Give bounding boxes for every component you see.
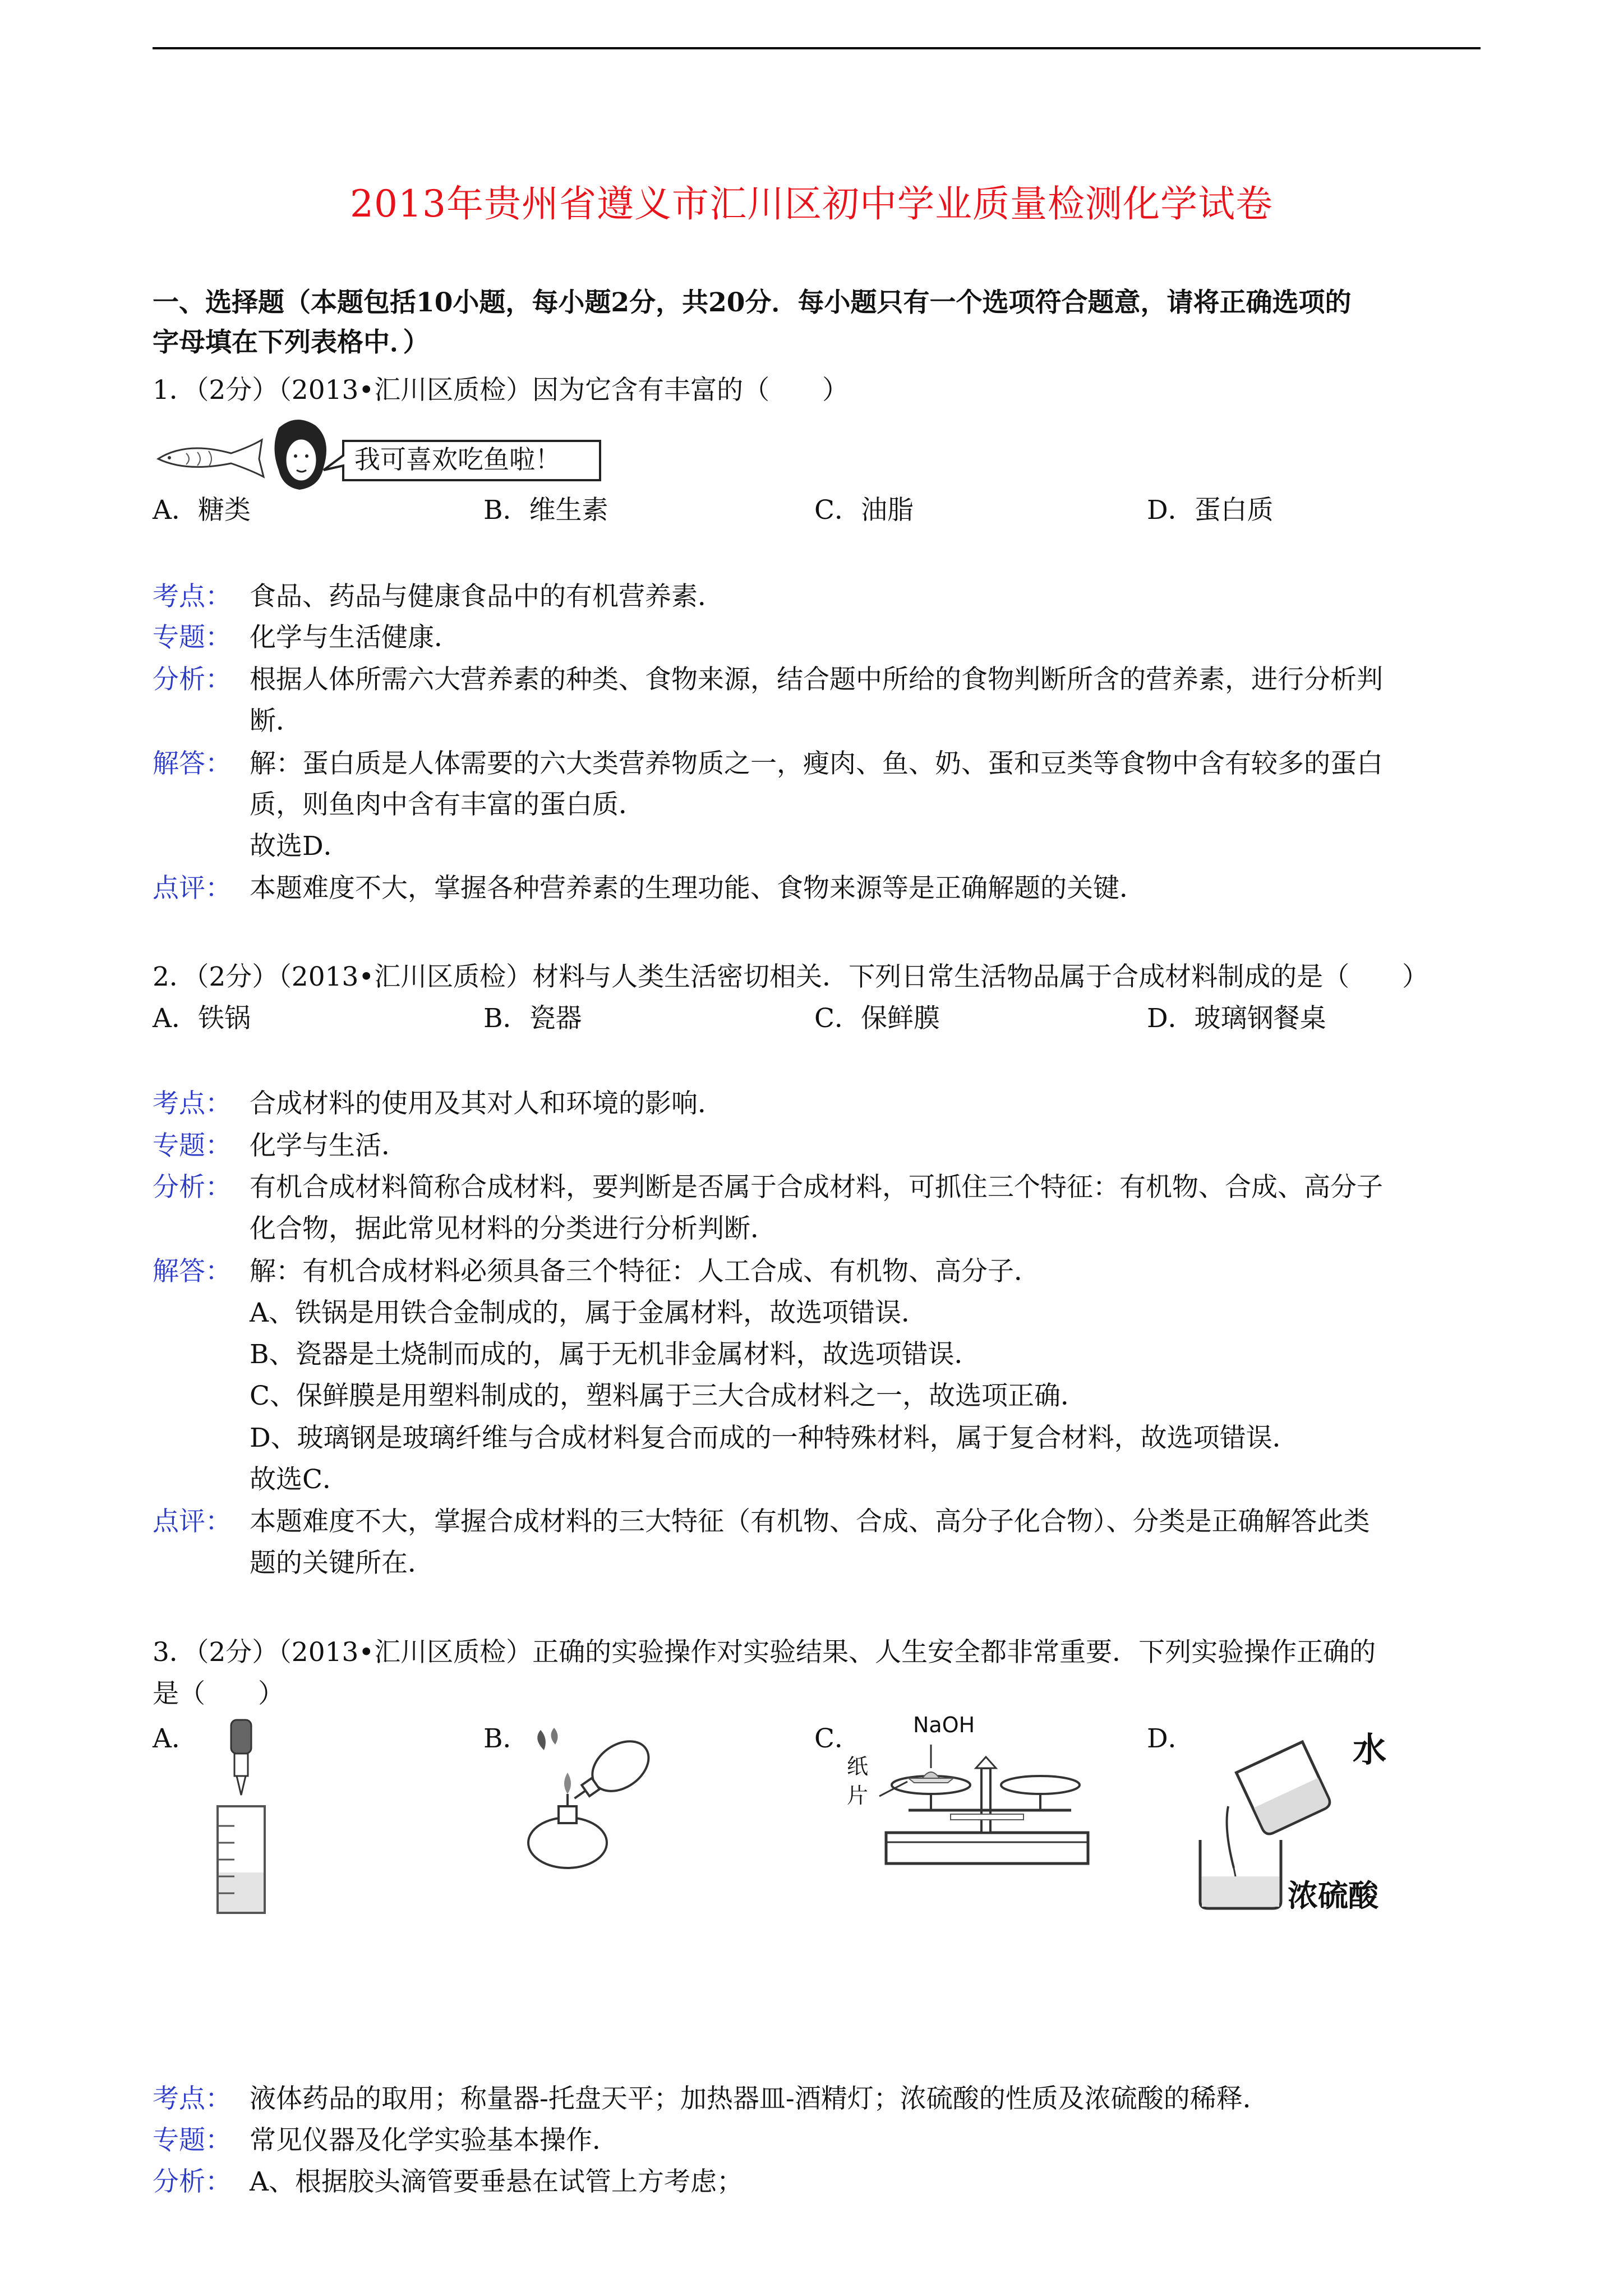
q2-fenxi-label: 分析： — [153, 1172, 232, 1203]
q2-jieda-line1: 解：有机合成材料必须具备三个特征：人工合成、有机物、高分子． — [250, 1256, 1040, 1287]
q1-option-b: B．维生素 — [483, 495, 608, 526]
q3-stem-line2: 是（ ） — [153, 1678, 284, 1709]
q3-option-c: C． — [814, 1723, 861, 1754]
q3-option-d: D． — [1147, 1723, 1195, 1754]
q3-fig-c-balance — [847, 1712, 1105, 1880]
q1-dianping-label: 点评： — [153, 873, 232, 904]
q3-fig-a-dropper-cylinder — [208, 1717, 275, 1918]
q2-dianping-line1: 本题难度不大，掌握合成材料的三大特征（有机物、合成、高分子化合物）、分类是正确解答此类 — [250, 1506, 1370, 1537]
q3-fenxi-label: 分析： — [153, 2166, 232, 2197]
q1-stem: 1．（2分）（2013•汇川区质检）因为它含有丰富的（ ） — [153, 375, 849, 406]
q2-jieda-line5: D、玻璃钢是玻璃纤维与合成材料复合而成的一种特殊材料，属于复合材料，故选项错误． — [250, 1423, 1299, 1453]
q2-stem: 2．（2分）（2013•汇川区质检）材料与人类生活密切相关．下列日常生活物品属于合成材料制成的是（ ） — [153, 961, 1429, 992]
q3-kaodian-label: 考点： — [153, 2083, 232, 2114]
q1-jieda-line1: 解：蛋白质是人体需要的六大类营养物质之一，瘦肉、鱼、奶、蛋和豆类等食物中含有较多的蛋白 — [250, 748, 1383, 779]
q1-kaodian-label: 考点： — [153, 581, 232, 612]
q1-fenxi-line2: 断． — [250, 706, 302, 737]
q1-option-d: D．蛋白质 — [1147, 495, 1274, 526]
q3-fenxi: A、根据胶头滴管要垂悬在试管上方考虑； — [250, 2166, 743, 2197]
q1-dianping: 本题难度不大，掌握各种营养素的生理功能、食物来源等是正确解题的关键． — [250, 873, 1146, 904]
q3-stem-line1: 3．（2分）（2013•汇川区质检）正确的实验操作对实验结果、人生安全都非常重要．下列实验操作正确的 — [153, 1637, 1376, 1668]
q3-zhuanti: 常见仪器及化学实验基本操作． — [250, 2125, 619, 2156]
q1-fenxi-label: 分析： — [153, 664, 232, 695]
q3-zhuanti-label: 专题： — [153, 2125, 232, 2156]
q2-zhuanti: 化学与生活． — [250, 1130, 408, 1161]
q3-fig-d-acid-label: 浓硫酸 — [1288, 1878, 1378, 1913]
q2-zhuanti-label: 专题： — [153, 1130, 232, 1161]
q1-zhuanti-label: 专题： — [153, 622, 232, 653]
q2-dianping-line2: 题的关键所在． — [250, 1548, 434, 1579]
q1-option-a: A．糖类 — [153, 495, 251, 526]
q2-option-c: C．保鲜膜 — [814, 1003, 940, 1034]
q1-fish-girl-image — [153, 414, 612, 498]
q2-fenxi-line1: 有机合成材料简称合成材料，要判断是否属于合成材料，可抓住三个特征：有机物、合成、高分子 — [250, 1172, 1383, 1203]
top-rule — [153, 47, 1481, 49]
q2-kaodian: 合成材料的使用及其对人和环境的影响． — [250, 1088, 724, 1119]
q1-zhuanti: 化学与生活健康． — [250, 622, 460, 653]
q3-fig-d-dilution — [1189, 1733, 1413, 1913]
q2-kaodian-label: 考点： — [153, 1088, 232, 1119]
q2-jieda-line2: A、铁锅是用铁合金制成的，属于金属材料，故选项错误． — [250, 1297, 928, 1328]
q3-option-b: B． — [483, 1723, 529, 1754]
q3-fig-c-naoh-label: NaOH — [913, 1713, 975, 1737]
q2-option-b: B．瓷器 — [483, 1003, 582, 1034]
q2-fenxi-line2: 化合物，据此常见材料的分类进行分析判断． — [250, 1213, 777, 1244]
q3-fig-c-paper-label1: 纸 — [847, 1754, 869, 1779]
q3-option-a: A． — [153, 1723, 198, 1754]
q1-jieda-line3: 故选D． — [250, 831, 350, 862]
q2-option-d: D．玻璃钢餐桌 — [1147, 1003, 1326, 1034]
section-heading: 一、选择题（本题包括10小题，每小题2分，共20分．每小题只有一个选项符合题意，请将正确选项的 — [153, 287, 1352, 318]
q1-speech-text: 我可喜欢吃鱼啦！ — [354, 444, 561, 475]
exam-title: 2013年贵州省遵义市汇川区初中学业质量检测化学试卷 — [350, 182, 1273, 226]
q3-fig-c-paper-label2: 片 — [847, 1783, 869, 1808]
q1-kaodian: 食品、药品与健康食品中的有机营养素． — [250, 581, 724, 612]
q1-fenxi-line1: 根据人体所需六大营养素的种类、食物来源，结合题中所给的食物判断所含的营养素，进行分析判 — [250, 664, 1383, 695]
q2-dianping-label: 点评： — [153, 1506, 232, 1537]
q2-option-a: A．铁锅 — [153, 1003, 251, 1034]
section-heading-cont: 字母填在下列表格中．） — [153, 327, 430, 358]
q3-kaodian: 液体药品的取用；称量器-托盘天平；加热器皿-酒精灯；浓硫酸的性质及浓硫酸的稀释． — [250, 2083, 1269, 2114]
q1-option-c: C．油脂 — [814, 495, 914, 526]
q2-jieda-line6: 故选C． — [250, 1464, 349, 1495]
q3-fig-b-alcohol-lamp — [522, 1728, 662, 1874]
q3-fig-d-water-label: 水 — [1353, 1731, 1386, 1770]
q2-jieda-label: 解答： — [153, 1256, 232, 1287]
q2-jieda-line3: B、瓷器是土烧制而成的，属于无机非金属材料，故选项错误． — [250, 1339, 981, 1370]
q2-jieda-line4: C、保鲜膜是用塑料制成的，塑料属于三大合成材料之一，故选项正确． — [250, 1381, 1087, 1411]
q1-jieda-line2: 质，则鱼肉中含有丰富的蛋白质． — [250, 789, 645, 820]
q1-jieda-label: 解答： — [153, 748, 232, 779]
